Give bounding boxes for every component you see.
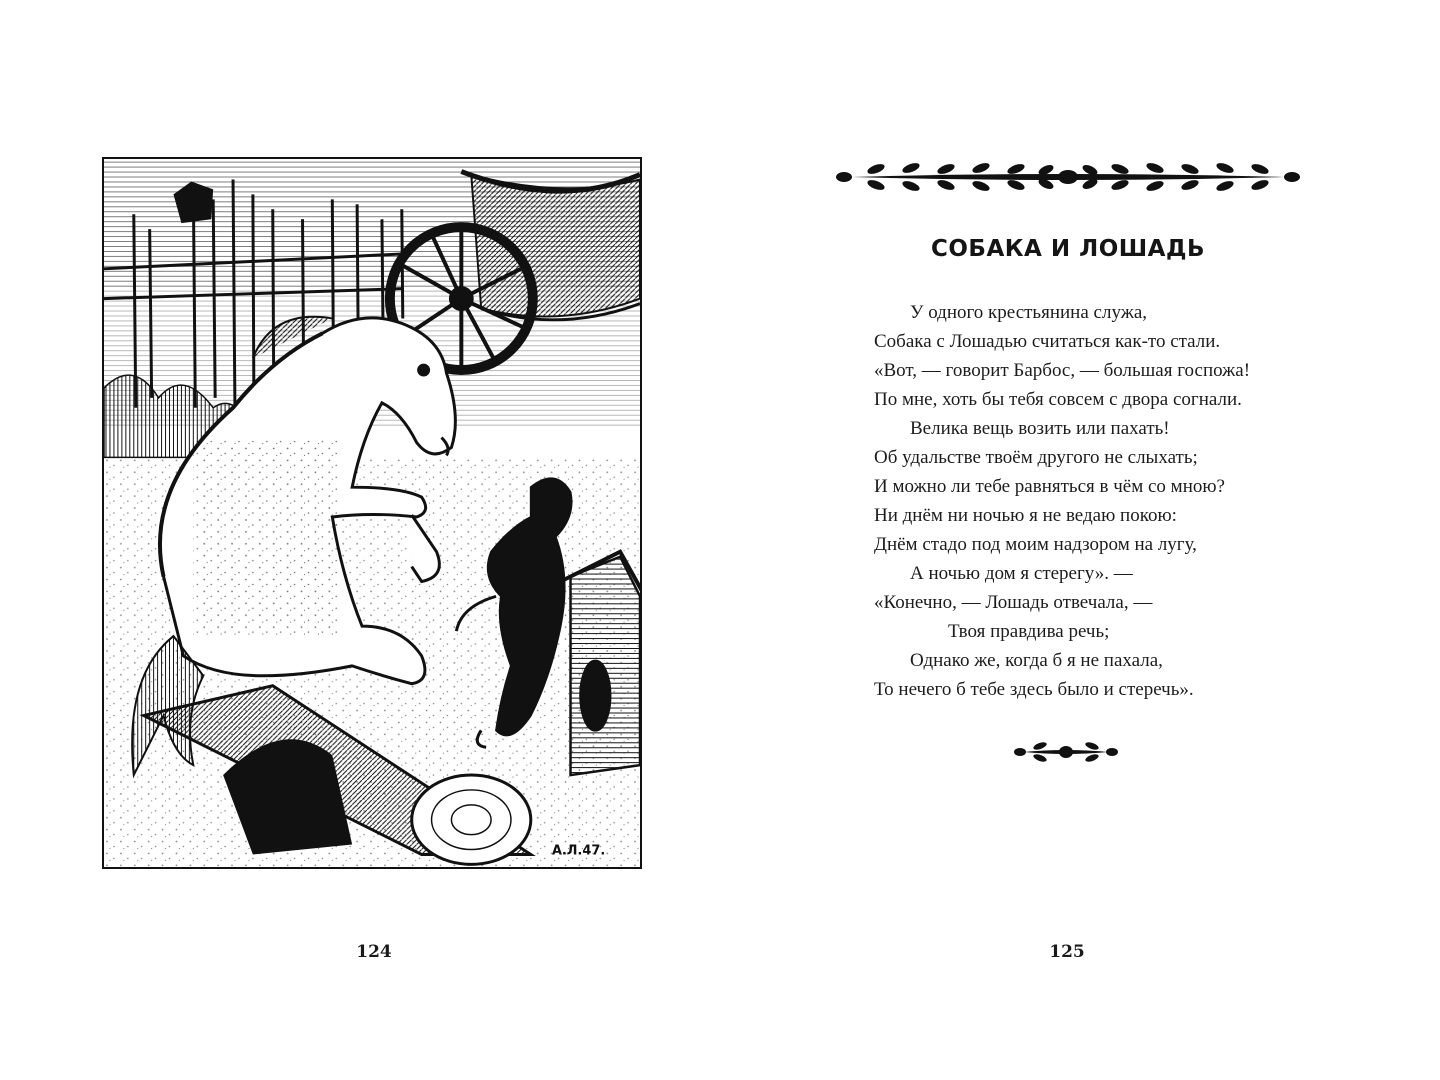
poem-line: Велика вещь возить или пахать! bbox=[910, 418, 1170, 439]
right-page bbox=[720, 0, 1440, 1080]
cart bbox=[461, 172, 640, 320]
poem-line: И можно ли тебе равняться в чём со мною? bbox=[874, 476, 1225, 497]
poem-line: У одного крестьянина служа, bbox=[910, 302, 1147, 323]
poem-line: «Вот, — говорит Барбос, — большая госпожа! bbox=[874, 360, 1251, 381]
poem-title: СОБАКА И ЛОШАДЬ bbox=[930, 236, 1205, 262]
poem-line: Собака с Лошадью считаться как-то стали. bbox=[874, 331, 1221, 352]
kennel bbox=[561, 552, 640, 775]
poem-line: По мне, хоть бы тебя совсем с двора согнали. bbox=[874, 389, 1242, 410]
illustration-horse-and-dog bbox=[102, 157, 642, 869]
horse-shading bbox=[193, 438, 342, 637]
poem-line: То нечего б тебе здесь было и стеречь». bbox=[874, 679, 1194, 700]
poem-body bbox=[874, 298, 1334, 704]
poem-line: Об удальстве твоём другого не слыхать; bbox=[874, 447, 1198, 468]
poem-line: Твоя правдива речь; bbox=[948, 621, 1110, 642]
artist-signature: А.Л.47. bbox=[551, 843, 606, 859]
poem-line: Ни днём ни ночью я не ведаю покою: bbox=[874, 505, 1177, 526]
poem-line: Днём стадо под моим надзором на лугу, bbox=[874, 534, 1197, 555]
top-floral-ornament bbox=[836, 160, 1300, 194]
poem-line: А ночью дом я стерегу». — bbox=[910, 563, 1133, 584]
poem-line: Однако же, когда б я не пахала, bbox=[910, 650, 1163, 671]
bottom-floral-ornament bbox=[1014, 740, 1118, 764]
page-number: 125 bbox=[1049, 942, 1085, 962]
poem-line: «Конечно, — Лошадь отвечала, — bbox=[874, 592, 1153, 613]
illustration-drawing bbox=[104, 159, 640, 867]
page-number: 124 bbox=[356, 942, 392, 962]
